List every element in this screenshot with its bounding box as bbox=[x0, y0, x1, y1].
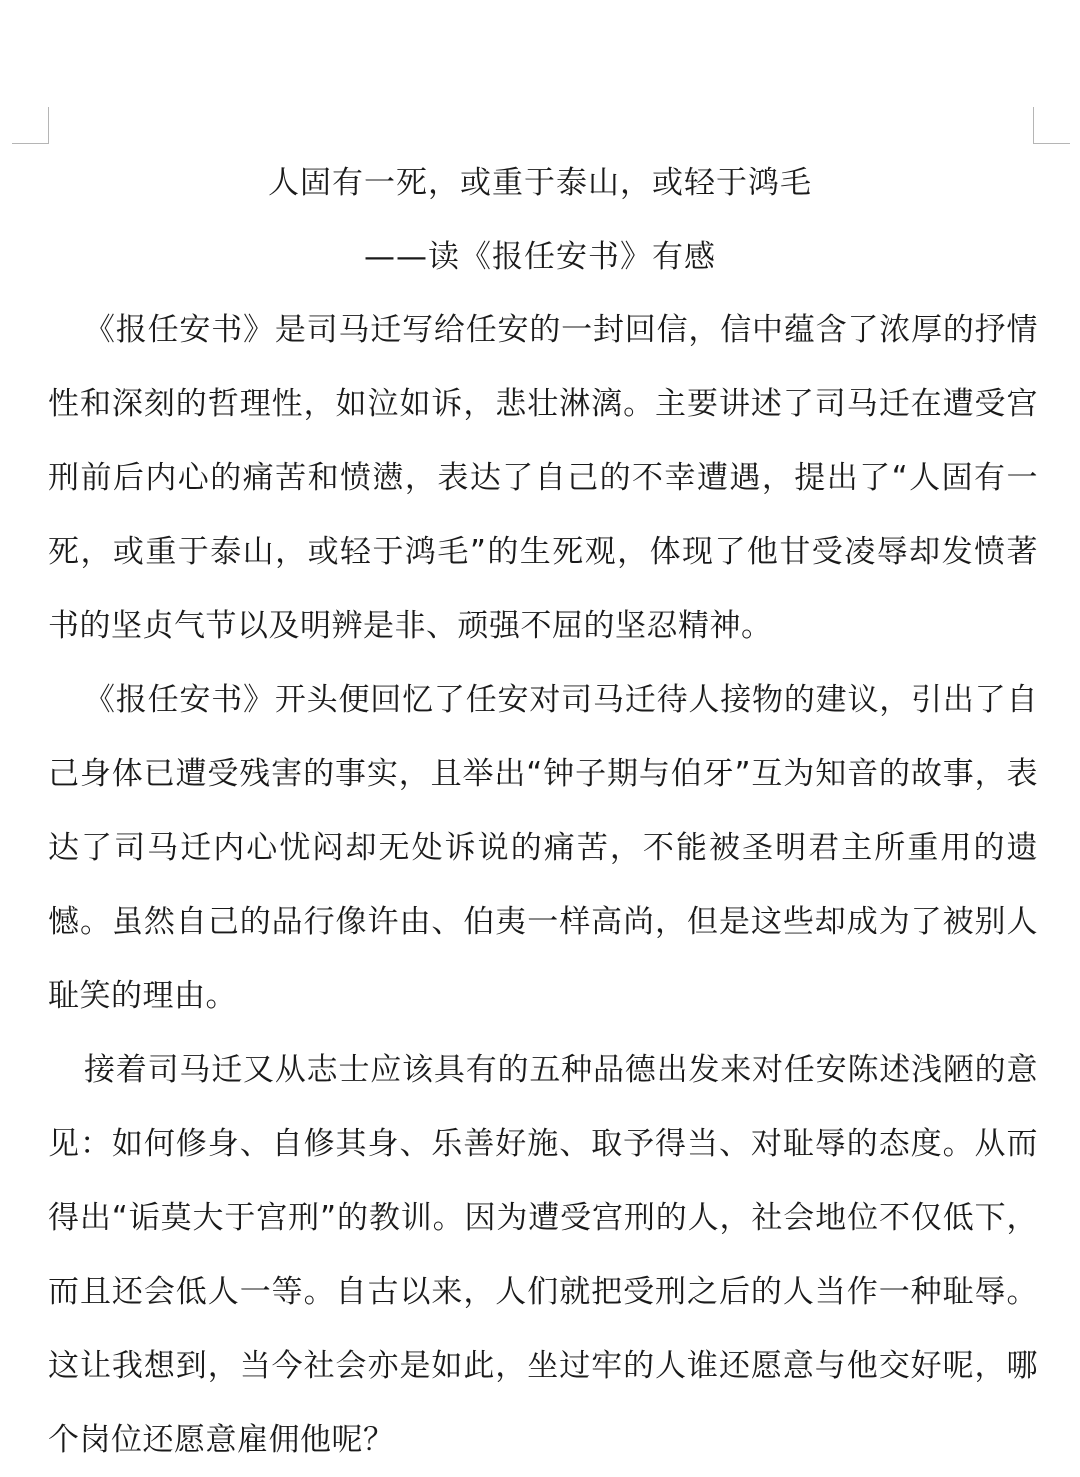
crop-mark-top-left bbox=[12, 107, 49, 144]
document-body bbox=[48, 293, 1038, 1477]
paragraph-2: 《报任安书》开头便回忆了任安对司马迁待人接物的建议，引出了自己身体已遭受残害的事实，且举出“钟子期与伯牙”互为知音的故事，表达了司马迁内心忧闷却无处诉说的痛苦，不能被圣明君主所重用的遗憾。虽然自己的品行像许由、伯夷一样高尚，但是这些却成为了被别人耻笑的理由。 bbox=[48, 682, 1038, 1014]
crop-mark-top-right bbox=[1033, 107, 1070, 144]
paragraph-3: 接着司马迁又从志士应该具有的五种品德出发来对任安陈述浅陋的意见：如何修身、自修其身、乐善好施、取予得当、对耻辱的态度。从而得出“诟莫大于宫刑”的教训。因为遭受宫刑的人，社会地位不仅低下，而且还会低人一等。自古以来，人们就把受刑之后的人当作一种耻辱。这让我想到，当今社会亦是如此，坐过牢的人谁还愿意与他交好呢，哪个岗位还愿意雇佣他呢？ bbox=[48, 1052, 1038, 1458]
document-subtitle: ——读《报任安书》有感 bbox=[364, 239, 716, 275]
paragraph-1: 《报任安书》是司马迁写给任安的一封回信，信中蕴含了浓厚的抒情性和深刻的哲理性，如泣如诉，悲壮淋漓。主要讲述了司马迁在遭受宫刑前后内心的痛苦和愤懑，表达了自己的不幸遭遇，提出了“人固有一死，或重于泰山，或轻于鸿毛”的生死观，体现了他甘受凌辱却发愤著书的坚贞气节以及明辨是非、顽强不屈的坚忍精神。 bbox=[48, 312, 1038, 644]
document-title: 人固有一死，或重于泰山，或轻于鸿毛 bbox=[268, 165, 812, 201]
